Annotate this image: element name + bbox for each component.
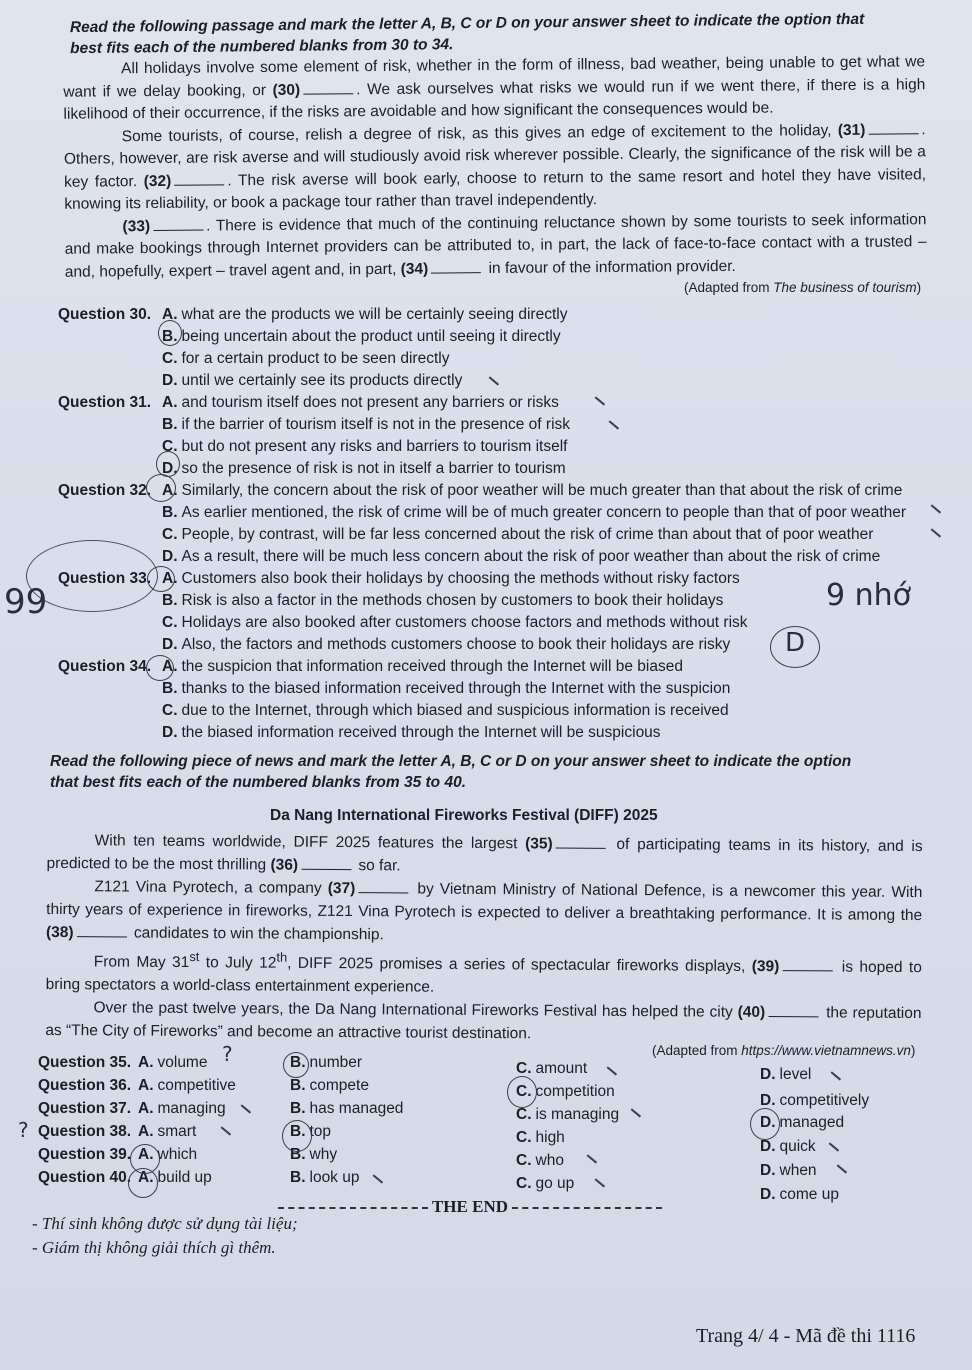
option-letter: A. <box>138 1100 154 1117</box>
text: is hoped <box>841 958 903 977</box>
divider <box>512 1207 662 1209</box>
question-label: Question 30. <box>58 306 152 323</box>
text: Z121 Vina Pyrotech, a company <box>94 878 322 897</box>
section2-instruction <box>50 751 851 793</box>
blank-number-32: (32) <box>143 172 172 190</box>
blank-number-31: (31) <box>837 121 866 139</box>
question-option[interactable] <box>58 370 462 392</box>
option-text: but do not present any risks and barriers to tourism itself <box>181 438 568 455</box>
elimination-mark <box>609 420 619 429</box>
option-text: due to the Internet, through which biased and suspicious information is received <box>181 702 729 719</box>
text: ) <box>916 280 922 295</box>
option-letter: B. <box>290 1100 306 1117</box>
option-text: competitive <box>157 1077 236 1094</box>
question-option[interactable] <box>58 436 567 458</box>
option-letter: B. <box>162 416 178 433</box>
blank-32 <box>174 172 224 185</box>
option-text: Holidays are also booked after customers choose factors and methods without risk <box>181 614 748 631</box>
answer-circle-q34 <box>146 655 174 681</box>
instruction-line: Read the following passage and mark the letter A, B, C or D on your answer sheet to indicate the option that <box>69 10 865 37</box>
option-text: amount <box>535 1060 588 1077</box>
option-text: come up <box>779 1186 839 1203</box>
text: Others, however, are risk averse and will studiously avoid risk wherever possible. Clearly, the significance of the risk <box>63 143 865 168</box>
option-text: being uncertain about the product until seeing it directly <box>181 328 561 345</box>
option-text: until we certainly see its products directly <box>181 372 463 389</box>
option-text: and tourism itself does not present any barriers or risks <box>181 394 559 411</box>
option-text: Customers also book their holidays by choosing the methods without risky factors <box>181 570 740 587</box>
option-b[interactable] <box>290 1098 403 1120</box>
blank-number-40: (40) <box>737 1003 766 1022</box>
text: we want if we delay booking, or <box>63 53 926 101</box>
text: in favour of the information provider. <box>488 257 736 277</box>
text: of participating teams in its history, and <box>616 835 904 855</box>
option-text: volume <box>157 1054 208 1071</box>
text: will be a key factor. <box>64 143 926 191</box>
option-a[interactable] <box>138 1075 236 1097</box>
text: to bring spectators a world-class entertainment experience. <box>45 959 922 996</box>
option-text: high <box>535 1129 565 1146</box>
note-line: - Thí sinh không được sử dụng tài liệu; <box>32 1214 298 1233</box>
text: with a trusted – and, hopefully, expert – travel agent and, in part, <box>64 233 927 281</box>
option-text: who <box>535 1152 564 1169</box>
page-footer: Trang 4/ 4 - Mã đề thi 1116 <box>696 1325 916 1347</box>
answer-circle-q37 <box>750 1108 780 1140</box>
text: high likelihood of their occurrence, if the risks are avoidable and how significant the consequences would be. <box>63 75 926 123</box>
option-letter: B. <box>162 328 178 345</box>
ordinal-suffix: th <box>276 949 288 965</box>
option-letter: A. <box>162 658 178 675</box>
question-option[interactable] <box>58 634 730 656</box>
option-text: is managing <box>535 1106 620 1123</box>
option-letter: B. <box>162 504 178 521</box>
blank-number-36: (36) <box>270 856 299 874</box>
note-line: - Giám thị không giải thích gì thêm. <box>32 1238 276 1257</box>
option-d[interactable] <box>760 1160 817 1182</box>
blank-30 <box>303 81 353 94</box>
option-letter: B. <box>290 1077 306 1094</box>
blank-number-34: (34) <box>400 260 429 278</box>
option-a[interactable] <box>138 1121 196 1143</box>
question-option[interactable] <box>58 392 559 414</box>
text: (Adapted from <box>652 1043 742 1058</box>
option-letter: D. <box>760 1162 776 1179</box>
text: is predicted to be the most thrilling <box>46 837 923 874</box>
option-c[interactable] <box>516 1127 565 1149</box>
option-text: what are the products we will be certainly seeing directly <box>181 306 568 323</box>
option-letter: D. <box>162 548 178 565</box>
option-letter: C. <box>516 1129 532 1146</box>
blank-33 <box>153 217 203 230</box>
option-text: People, by contrast, will be far less concerned about the risk of crime than about that of poor weather <box>181 526 874 543</box>
text: . <box>921 120 926 138</box>
option-text: Also, the factors and methods customers choose to book their holidays are risky <box>181 636 731 653</box>
option-letter: C. <box>516 1106 532 1123</box>
text: (Adapted from <box>684 280 774 295</box>
exam-notes <box>32 1212 298 1260</box>
answer-circle-q40 <box>128 1168 158 1198</box>
question-option[interactable] <box>58 590 723 612</box>
question-option[interactable] <box>58 414 570 436</box>
elimination-mark <box>931 504 941 513</box>
option-text: level <box>779 1066 812 1083</box>
option-a[interactable] <box>138 1052 207 1074</box>
paragraph <box>46 944 922 1002</box>
instruction-line: best fits each of the numbered blanks from 30 to 34. <box>70 36 454 58</box>
option-letter: B. <box>290 1169 306 1186</box>
text: From May 31 <box>93 953 190 972</box>
paragraph <box>46 875 922 950</box>
paragraph <box>46 829 922 881</box>
blank-number-33: (33) <box>122 217 151 235</box>
paragraph <box>63 51 926 126</box>
option-b[interactable] <box>290 1167 359 1189</box>
question-option[interactable] <box>58 722 661 744</box>
question-option[interactable] <box>58 502 906 524</box>
option-d[interactable] <box>760 1090 869 1112</box>
option-text: managing <box>157 1100 226 1117</box>
paragraph <box>64 209 927 284</box>
option-text: if the barrier of tourism itself is not in the presence of risk <box>181 416 571 433</box>
paragraph <box>64 119 927 217</box>
option-letter: C. <box>162 350 178 367</box>
instruction-line: Read the following piece of news and mark the letter A, B, C or D on your answer sheet to indicate the option <box>50 753 852 770</box>
question-label: Question 40. <box>38 1169 132 1186</box>
paragraph <box>45 996 921 1048</box>
blank-number-39: (39) <box>751 958 780 976</box>
option-letter: B. <box>290 1146 306 1163</box>
answer-circle-q35 <box>283 1052 309 1078</box>
option-letter: A. <box>138 1146 154 1163</box>
passage-2 <box>45 829 922 1048</box>
option-c[interactable] <box>516 1104 619 1126</box>
option-text: look up <box>309 1169 360 1186</box>
text: With ten teams worldwide, DIFF 2025 features the largest <box>94 832 518 853</box>
blank-39 <box>782 958 832 971</box>
option-text: build up <box>157 1169 212 1186</box>
questions-35-40 <box>38 1052 918 1202</box>
text: . There is evidence that much of the continuing reluctance shown by some tourists to seek <box>205 211 845 235</box>
option-text: number <box>309 1054 363 1071</box>
option-letter: A. <box>162 306 178 323</box>
option-text: which <box>157 1146 198 1163</box>
option-letter: C. <box>162 614 178 631</box>
question-label: Question 37. <box>38 1100 132 1117</box>
end-marker <box>278 1197 662 1217</box>
divider <box>278 1207 428 1209</box>
question-label: Question 35. <box>38 1054 132 1071</box>
option-text: managed <box>779 1114 845 1131</box>
option-text: when <box>779 1162 817 1179</box>
option-text: the biased information received through the Internet will be suspicious <box>181 724 661 741</box>
text: to July 12 <box>199 954 277 972</box>
option-text: why <box>309 1146 338 1163</box>
option-text: has managed <box>309 1100 404 1117</box>
option-letter: A. <box>162 570 178 587</box>
option-letter: B. <box>162 592 178 609</box>
handwritten-question-mark: ? <box>222 1042 233 1066</box>
blank-40 <box>768 1004 818 1017</box>
passage-1-source <box>684 280 921 295</box>
blank-number-37: (37) <box>327 879 356 898</box>
option-text: competitively <box>779 1092 870 1109</box>
option-text: competition <box>535 1083 615 1100</box>
question-option[interactable] <box>58 546 880 568</box>
section1-instruction <box>70 9 865 59</box>
text: have visited, knowing its reliability, or book a package tour rather than travel independently. <box>64 165 927 213</box>
option-letter: A. <box>138 1054 154 1071</box>
blank-31 <box>868 121 918 134</box>
option-letter: D. <box>760 1092 776 1109</box>
text: is among the <box>831 906 923 925</box>
question-option[interactable] <box>58 326 561 348</box>
blank-38 <box>77 924 127 937</box>
question-option[interactable] <box>58 480 902 502</box>
option-letter: A. <box>138 1169 154 1186</box>
question-label: Question 38. <box>38 1123 132 1140</box>
option-letter: D. <box>760 1138 776 1155</box>
text: information and make bookings through Internet providers can be attributed to, in part, the lack of face-to-face contact <box>64 210 927 258</box>
question-option[interactable] <box>58 524 873 546</box>
option-text: As earlier mentioned, the risk of crime will be of much greater concern to people than that of poor weather <box>181 504 907 521</box>
option-text: for a certain product to be seen directly <box>181 350 450 367</box>
instruction-line: that best fits each of the numbered blanks from 35 to 40. <box>50 774 467 791</box>
question-option[interactable] <box>58 458 566 480</box>
option-text: thanks to the biased information received through the Internet with the suspicion <box>181 680 731 697</box>
handwritten-answer: D <box>785 628 806 658</box>
handwritten-question-mark: ? <box>18 1118 29 1142</box>
question-option[interactable] <box>58 304 567 326</box>
option-text: smart <box>157 1123 197 1140</box>
text: the <box>826 1004 848 1022</box>
question-label: Question 34. <box>58 658 152 675</box>
option-c[interactable] <box>516 1150 564 1172</box>
end-text: THE END <box>431 1197 508 1216</box>
text: ) <box>910 1043 916 1058</box>
option-text: Similarly, the concern about the risk of poor weather will be much greater than that about the risk of crime <box>181 482 903 499</box>
option-letter: C. <box>516 1083 532 1100</box>
text: by Vietnam Ministry of National Defence, is a newcomer this year. <box>417 880 886 901</box>
question-label: Question 31. <box>58 394 152 411</box>
option-letter: A. <box>162 394 178 411</box>
source-url: https://www.vietnamnews.vn <box>741 1043 911 1058</box>
text: . We ask ourselves what risks we would run if we went there, if there is a <box>356 76 890 98</box>
blank-number-30: (30) <box>272 81 301 99</box>
text: Over the past twelve years, the Da Nang International Fireworks Festival has helped the city <box>93 999 733 1021</box>
option-text: top <box>309 1123 332 1140</box>
blank-36 <box>301 857 351 870</box>
option-text: compete <box>309 1077 369 1094</box>
option-letter: A. <box>138 1123 154 1140</box>
option-d[interactable] <box>760 1064 811 1086</box>
handwritten-note: 9 nhớ <box>826 578 912 613</box>
option-letter: D. <box>162 372 178 389</box>
answer-circle-q30 <box>158 320 182 346</box>
text: . The risk averse will book early, choose to return to the same resort and hotel they <box>227 166 831 189</box>
option-d[interactable] <box>760 1184 839 1206</box>
option-text: so the presence of risk is not in itself a barrier to tourism <box>181 460 566 477</box>
blank-number-35: (35) <box>525 835 553 853</box>
option-letter: D. <box>162 636 178 653</box>
question-label: Question 36. <box>38 1077 132 1094</box>
ordinal-suffix: st <box>189 948 200 965</box>
option-text: the suspicion that information received through the Internet will be biased <box>181 658 683 675</box>
option-letter: B. <box>290 1123 306 1140</box>
option-letter: D. <box>162 724 178 741</box>
blank-37 <box>358 880 408 893</box>
option-text: Risk is also a factor in the methods chosen by customers to book their holidays <box>181 592 724 609</box>
option-letter: B. <box>162 680 178 697</box>
option-letter: C. <box>162 438 178 455</box>
text: All holidays involve some element of risk, whether in the form of illness, bad weather, being unable to get what <box>121 53 900 78</box>
option-letter: A. <box>162 482 178 499</box>
answer-circle-q36 <box>507 1076 537 1108</box>
text: Some tourists, of course, relish a degree of risk, as this gives an edge of excitement to the holiday, <box>121 121 832 145</box>
question-option[interactable] <box>58 678 730 700</box>
question-label: Question 39. <box>38 1146 132 1163</box>
answer-circle-q33 <box>147 566 175 592</box>
elimination-mark <box>931 528 941 537</box>
option-a[interactable] <box>138 1098 226 1120</box>
text: so far. <box>358 857 401 875</box>
option-letter: C. <box>516 1175 532 1192</box>
option-letter: D. <box>760 1186 776 1203</box>
text: candidates to win the championship. <box>133 924 384 944</box>
blank-35 <box>556 835 606 848</box>
option-text: As a result, there will be much less concern about the risk of poor weather than about the risk of crime <box>181 548 881 565</box>
option-c[interactable] <box>516 1173 574 1195</box>
news-title: Da Nang International Fireworks Festival (DIFF) 2025 <box>270 807 658 824</box>
question-label: Question 33. <box>58 570 152 587</box>
elimination-mark <box>595 396 605 405</box>
question-option[interactable] <box>58 348 449 370</box>
answer-circle-q38 <box>282 1120 312 1152</box>
passage-1 <box>63 51 927 284</box>
elimination-mark <box>489 376 499 385</box>
blank-34 <box>431 260 481 273</box>
option-b[interactable] <box>290 1075 369 1097</box>
option-letter: C. <box>162 702 178 719</box>
text: , DIFF 2025 promises a series of spectacular fireworks displays, <box>287 954 746 975</box>
option-text: quick <box>779 1138 816 1155</box>
handwritten-margin-note: 99 <box>4 582 48 622</box>
option-letter: D. <box>760 1066 776 1083</box>
source-title: The business of tourism <box>773 280 917 295</box>
text: reputation as “The City of Fireworks” and become an attractive tourist destination. <box>45 1004 922 1043</box>
option-letter: D. <box>760 1114 776 1131</box>
question-label: Question 32. <box>58 482 152 499</box>
option-letter: A. <box>138 1077 154 1094</box>
question-option[interactable] <box>58 700 729 722</box>
text: With thirty years of experience in fireworks, Z121 Vina Pyrotech is expected to deliver a breathtaking performance. It <box>46 883 923 924</box>
option-letter: C. <box>516 1152 532 1169</box>
answer-circle-q32 <box>146 474 176 502</box>
question-option[interactable] <box>58 612 748 634</box>
option-letter: C. <box>162 526 178 543</box>
option-letter: C. <box>516 1060 532 1077</box>
blank-number-38: (38) <box>45 923 74 942</box>
option-text: go up <box>535 1175 575 1192</box>
option-letter: D. <box>162 460 178 477</box>
option-letter: B. <box>290 1054 306 1071</box>
